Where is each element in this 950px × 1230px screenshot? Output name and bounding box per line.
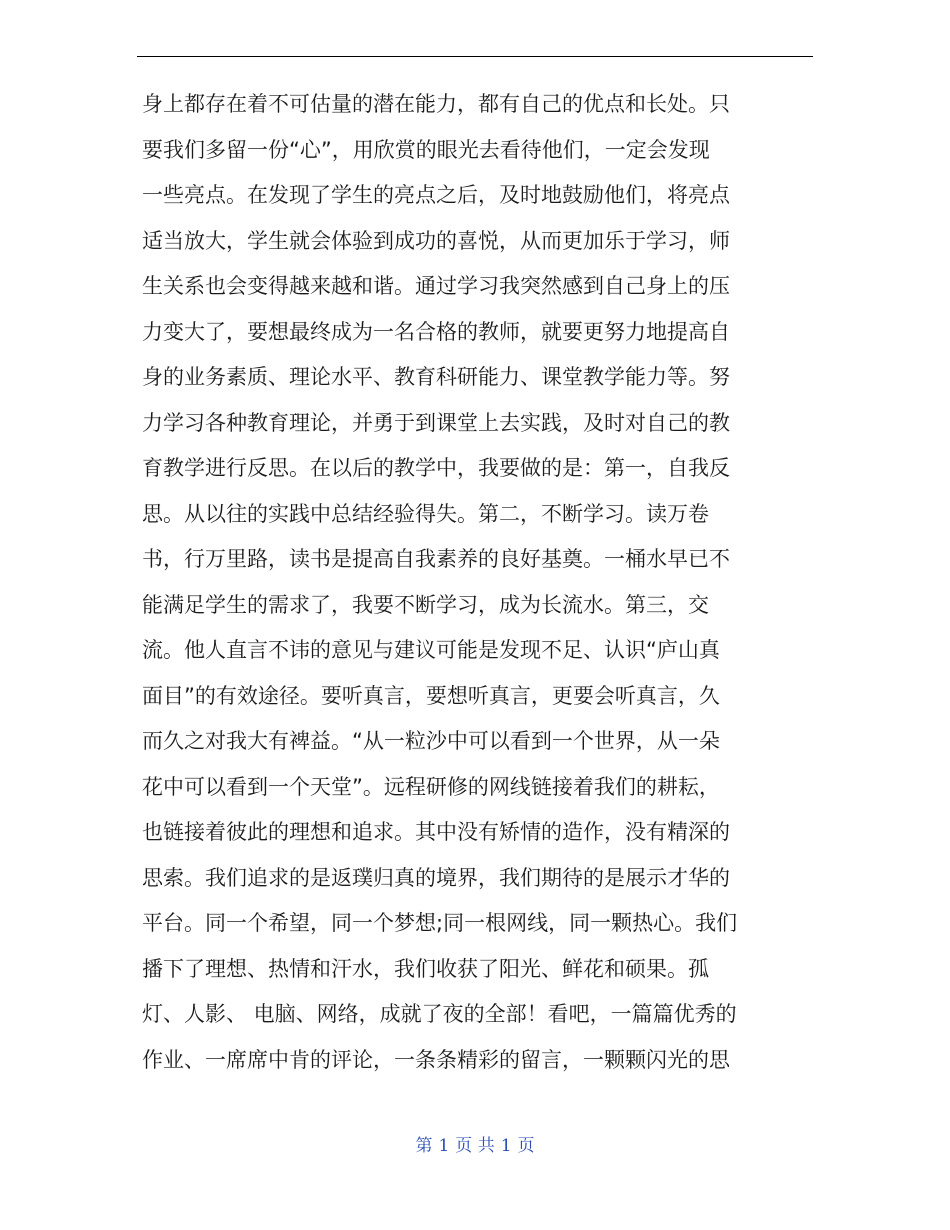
text-line: 灯、人影、 电脑、网络，成就了夜的全部！看吧，一篇篇优秀的 [142, 1002, 737, 1026]
text-line: 适当放大，学生就会体验到成功的喜悦，从而更加乐于学习，师 [142, 228, 730, 253]
text-line: 书，行万里路，读书是提高自我素养的良好基奠。一桶水早已不 [142, 547, 730, 571]
text-line: 也链接着彼此的理想和追求。其中没有矫情的造作，没有精深的 [142, 820, 730, 844]
text-line: 生关系也会变得越来越和谐。通过学习我突然感到自己身上的压 [142, 274, 730, 298]
text-line: 花中可以看到一个天堂”。远程研修的网线链接着我们的耕耘， [142, 774, 720, 799]
text-line: 流。他人直言不讳的意见与建议可能是发现不足、认识“庐山真 [142, 638, 720, 662]
text-line: 育教学进行反思。在以后的教学中，我要做的是：第一，自我反 [142, 456, 730, 480]
text-line: 思。从以往的实践中总结经验得失。第二，不断学习。读万卷 [142, 501, 709, 526]
text-line: 能满足学生的需求了，我要不断学习，成为长流水。第三，交 [142, 592, 709, 617]
text-line: 播下了理想、热情和汗水，我们收获了阳光、鲜花和硕果。孤 [142, 956, 709, 981]
text-line: 作业、一席席中肯的评论，一条条精彩的留言，一颗颗闪光的思 [142, 1047, 730, 1072]
header-rule [137, 56, 813, 57]
text-line: 平台。同一个希望，同一个梦想;同一根网线，同一颗热心。我们 [142, 911, 738, 935]
page-number: 1 [438, 1136, 450, 1156]
page-label-mid: 页 共 [455, 1136, 495, 1156]
page-footer [0, 1133, 950, 1159]
text-line: 思索。我们追求的是返璞归真的境界，我们期待的是展示才华的 [142, 865, 730, 890]
text-line: 身的业务素质、理论水平、教育科研能力、课堂教学能力等。努 [142, 365, 730, 389]
text-line: 力学习各种教育理论，并勇于到课堂上去实践，及时对自己的教 [142, 410, 730, 435]
text-line: 要我们多留一份“心”，用欣赏的眼光去看待他们，一定会发现 [142, 137, 710, 162]
text-line: 一些亮点。在发现了学生的亮点之后，及时地鼓励他们，将亮点 [142, 183, 730, 207]
total-pages: 1 [500, 1136, 512, 1156]
text-line: 力变大了，要想最终成为一名合格的教师，就要更努力地提高自 [142, 319, 730, 344]
document-body [142, 82, 807, 1083]
text-line: 面目”的有效途径。要听真言，要想听真言，更要会听真言，久 [142, 683, 720, 708]
text-line: 身上都存在着不可估量的潜在能力，都有自己的优点和长处。只 [142, 92, 730, 116]
page-label-suffix: 页 [517, 1136, 535, 1156]
text-line: 而久之对我大有裨益。“从一粒沙中可以看到一个世界，从一朵 [142, 729, 720, 753]
page-label-prefix: 第 [415, 1136, 433, 1156]
